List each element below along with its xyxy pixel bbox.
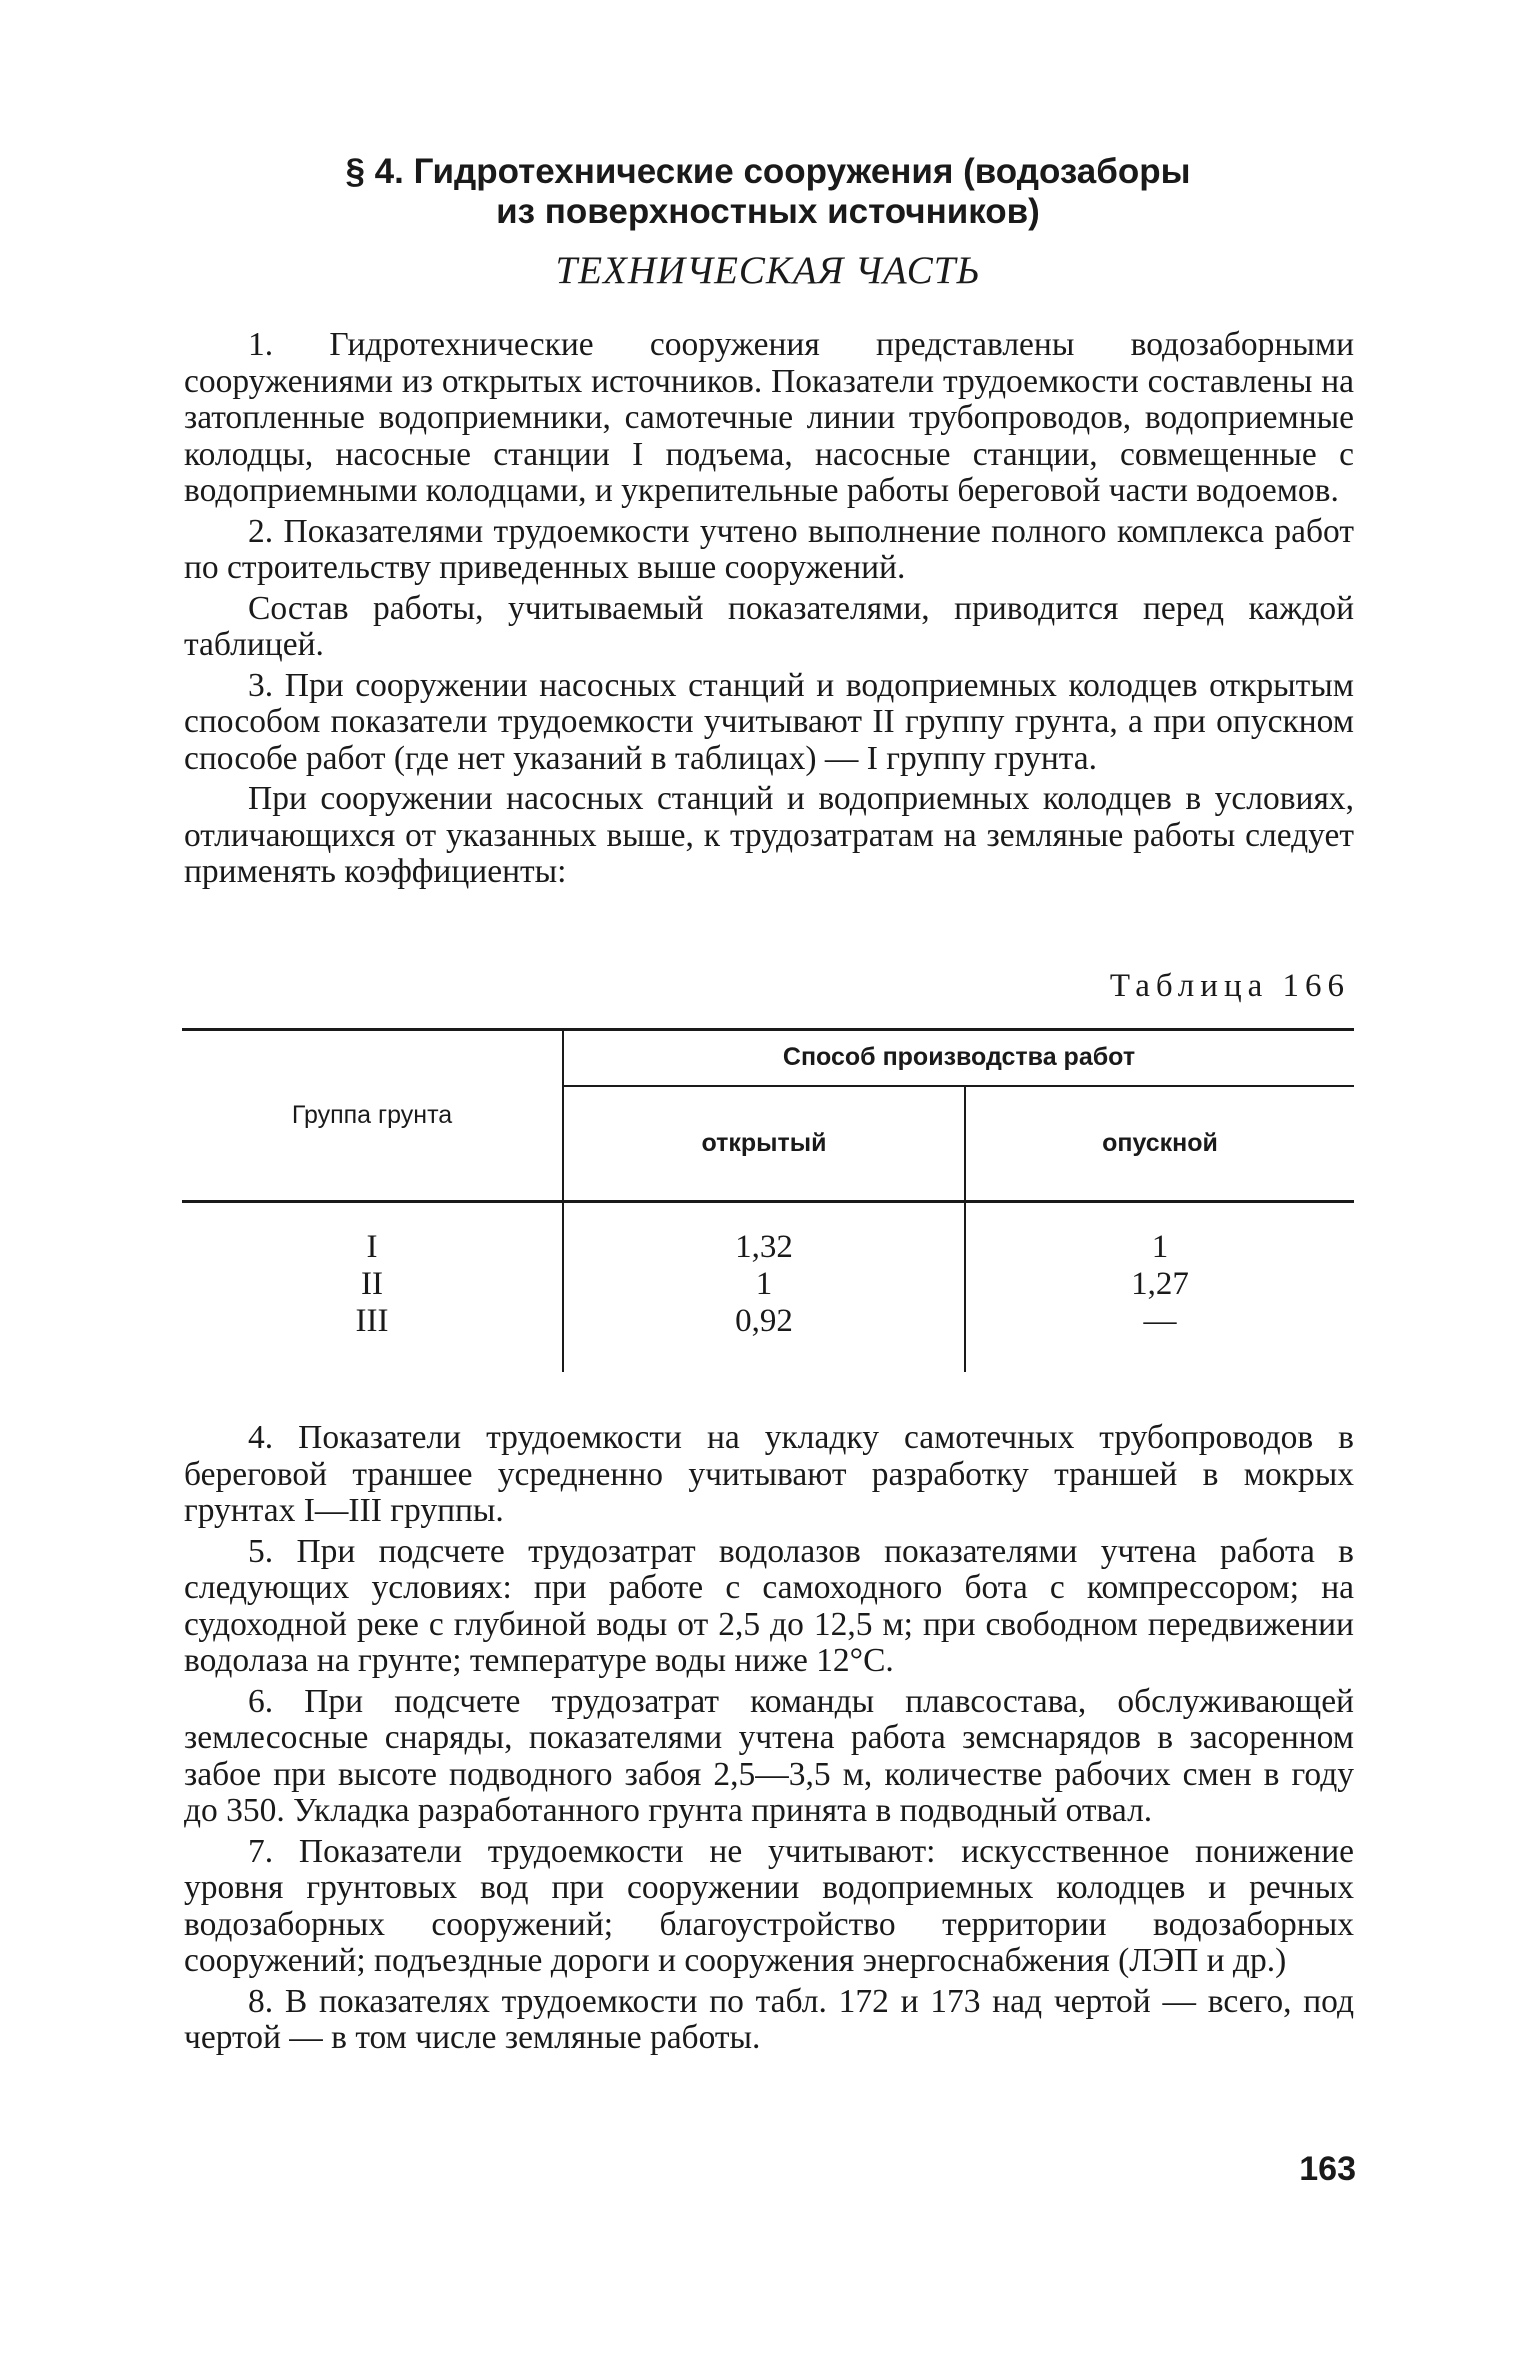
sinking-method-values: 1 1,27 —	[1131, 1229, 1189, 1339]
paragraph-6: 6. При подсчете трудозатрат команды плавсостава, обслуживающей землесосные снаряды, показателями учтена работа земснарядов в засоренном забое при высоте подводного забоя 2,5—3,5 м, количестве рабочих смен в году до 350. Укладка разработанного грунта принята в подводный отвал.	[184, 1682, 1354, 1829]
table-caption: Таблица 166	[1109, 968, 1350, 1004]
paragraph-2: 2. Показателями трудоемкости учтено выполнение полного комплекса работ по строительству приведенных выше сооружений.	[184, 512, 1354, 586]
section-subtitle: ТЕХНИЧЕСКАЯ ЧАСТЬ	[555, 249, 981, 292]
paragraph-7: 7. Показатели трудоемкости не учитывают: искусственное понижение уровня грунтовых вод при сооружении водоприемных колодцев и речных водозаборных сооружений; благоустройство территории водозаборных сооружений; подъездные дороги и сооружения энергоснабжения (ЛЭП и др.)	[184, 1832, 1354, 1979]
paragraph-5: 5. При подсчете трудозатрат водолазов показателями учтена работа в следующих условиях: при работе с самоходного бота с компрессором; на судоходной реке с глубиной воды от 2,5 до 12,5 м; при свободном передвижении водолаза на грунте; температуре воды ниже 12°С.	[184, 1532, 1354, 1679]
paragraph-4: 4. Показатели трудоемкости на укладку самотечных трубопроводов в береговой траншее усредненно учитывают разработку траншей в мокрых грунтах I—III группы.	[184, 1419, 1354, 1529]
section-heading	[0, 152, 1536, 232]
body-text-before-table	[184, 327, 1354, 895]
header-work-method: Способ производства работ	[563, 1030, 1354, 1086]
header-soil-group: Группа грунта	[182, 1030, 563, 1202]
section-heading-line-2: из поверхностных источников)	[496, 192, 1040, 231]
section-heading-line-1: § 4. Гидротехнические сооружения (водозаборы	[345, 152, 1191, 191]
soil-group-values: I II III	[182, 1202, 563, 1372]
paragraph-3: 3. При сооружении насосных станций и водоприемных колодцев открытым способом показатели трудоемкости учитывают II группу грунта, а при опускном способе работ (где нет указаний в таблицах) — I группу грунта.	[184, 666, 1354, 777]
body-text-after-table	[184, 1420, 1354, 2061]
page-number: 163	[1299, 2150, 1356, 2188]
paragraph-coefficients: При сооружении насосных станций и водоприемных колодцев в условиях, отличающихся от указанных выше, к трудозатратам на земляные работы следует применять коэффициенты:	[184, 780, 1354, 890]
header-sinking-method: опускной	[965, 1086, 1354, 1202]
open-method-values: 1,32 1 0,92	[563, 1202, 965, 1372]
coefficients-table	[182, 1028, 1354, 1372]
header-open-method: открытый	[563, 1086, 965, 1202]
paragraph-1: 1. Гидротехнические сооружения представлены водозаборными сооружениями из открытых источников. Показатели трудоемкости составлены на затопленные водоприемники, самотечные линии трубопроводов, водоприемные колодцы, насосные станции I подъема, насосные станции, совмещенные с водоприемными колодцами, и укрепительные работы береговой части водоемов.	[184, 326, 1354, 509]
paragraph-composition: Состав работы, учитываемый показателями, приводится перед каждой таблицей.	[184, 589, 1354, 663]
paragraph-8: 8. В показателях трудоемкости по табл. 172 и 173 над чертой — всего, под чертой — в том числе земляные работы.	[184, 1982, 1354, 2056]
